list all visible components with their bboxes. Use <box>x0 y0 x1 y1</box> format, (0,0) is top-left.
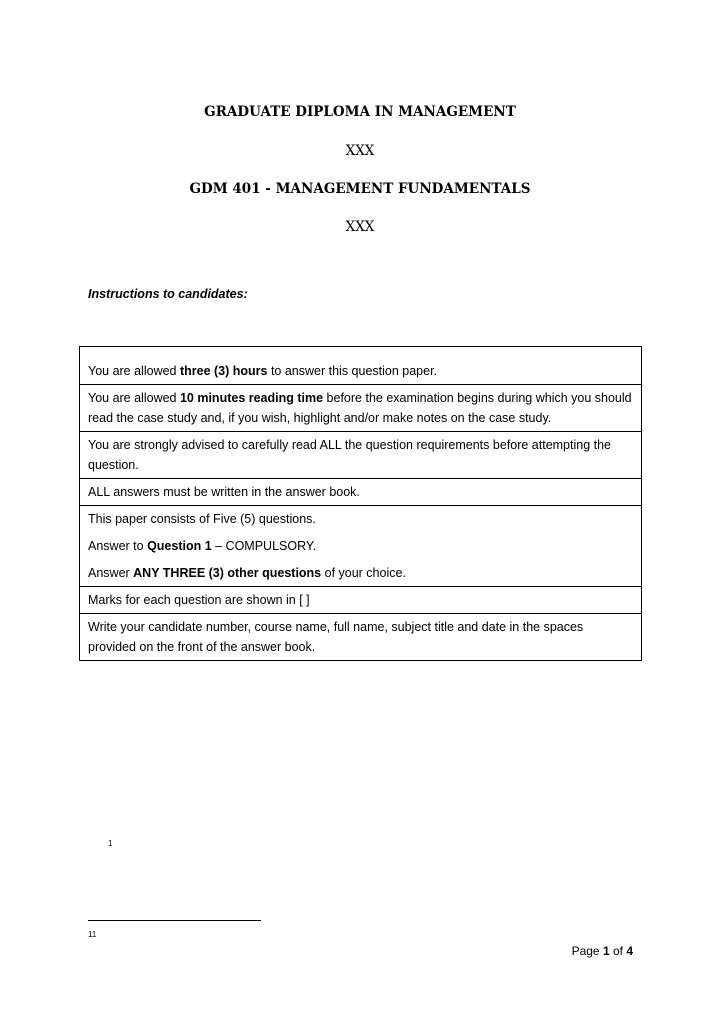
instruction-marks: Marks for each question are shown in [ ] <box>80 587 642 614</box>
instruction-questions <box>80 506 642 587</box>
instruction-row <box>80 587 642 614</box>
placeholder-2: XXX <box>345 219 375 235</box>
instruction-row <box>80 385 642 432</box>
compulsory-question: Answer to Question 1 – COMPULSORY. <box>88 539 317 553</box>
instruction-row <box>80 614 642 661</box>
instruction-time: You are allowed three (3) hours to answer this question paper. <box>80 347 642 385</box>
instruction-answer-book: ALL answers must be written in the answer book. <box>80 479 642 506</box>
instruction-row <box>80 506 642 587</box>
footnote-mark: 1 <box>108 839 113 848</box>
instructions-table <box>79 346 642 661</box>
instruction-reading-time: You are allowed 10 minutes reading time before the examination begins during which you should read the case study and, if you wish, highlight and/or make notes on the case study. <box>80 385 642 432</box>
instruction-candidate-details: Write your candidate number, course name, full name, subject title and date in the spaces provided on the front of the answer book. <box>80 614 642 661</box>
instruction-row <box>80 347 642 385</box>
questions-count: This paper consists of Five (5) questions. <box>88 512 316 526</box>
instruction-row <box>80 432 642 479</box>
program-title: GRADUATE DIPLOMA IN MANAGEMENT <box>204 104 516 120</box>
instructions-heading: Instructions to candidates: <box>88 287 248 301</box>
footnote-divider <box>88 920 261 921</box>
instruction-row <box>80 479 642 506</box>
placeholder-1: XXX <box>345 143 375 159</box>
footnote-number: 11 <box>88 930 97 939</box>
page-number: Page 1 of 4 <box>571 944 633 958</box>
choice-questions: Answer ANY THREE (3) other questions of your choice. <box>88 566 406 580</box>
instruction-advice: You are strongly advised to carefully read ALL the question requirements before attempting the question. <box>80 432 642 479</box>
course-title: GDM 401 - MANAGEMENT FUNDAMENTALS <box>189 181 531 197</box>
